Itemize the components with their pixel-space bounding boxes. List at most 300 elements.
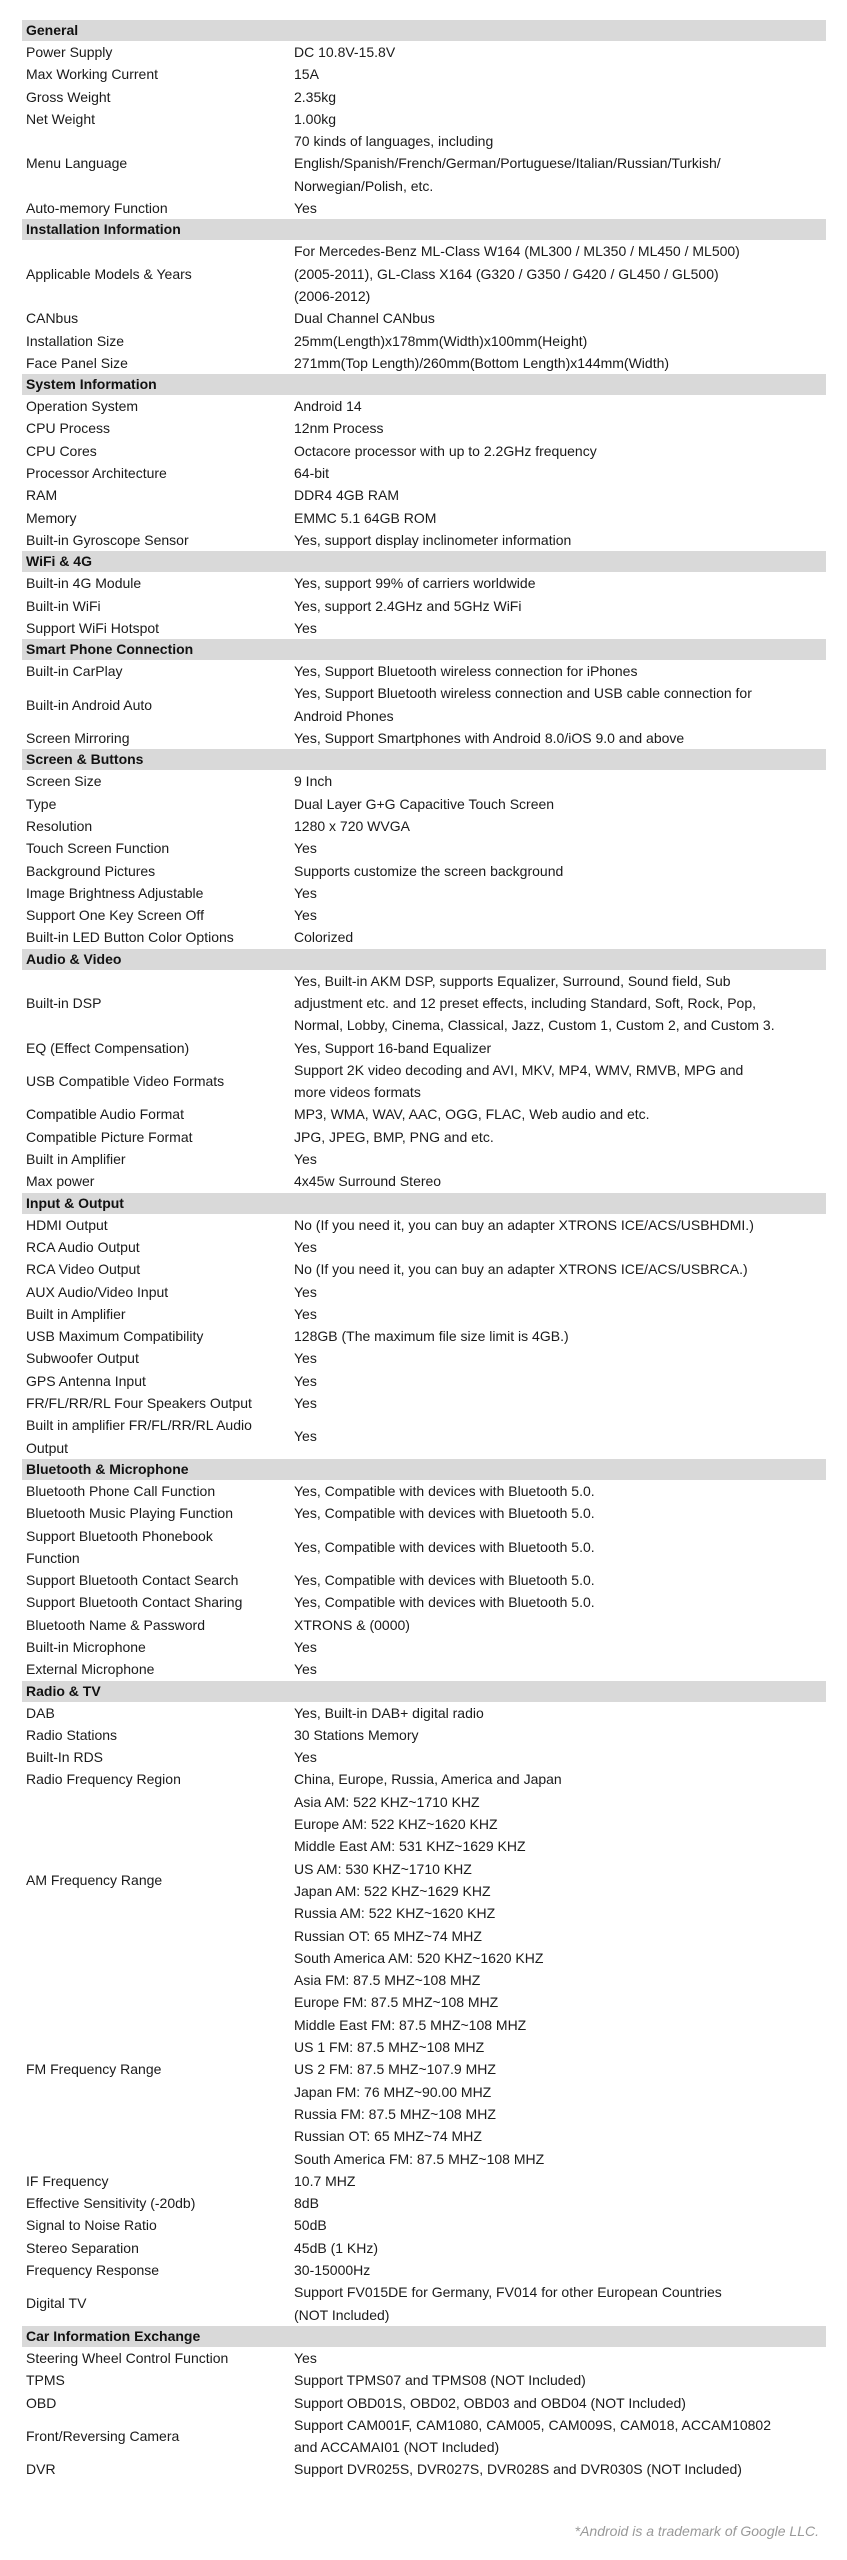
spec-value-line: Yes — [294, 1372, 317, 1389]
section-header: Radio & TV — [22, 1681, 826, 1702]
spec-label — [22, 660, 292, 682]
spec-label — [22, 330, 292, 352]
spec-value — [292, 395, 826, 417]
spec-label-line: Built-in DSP — [26, 994, 102, 1011]
spec-value — [292, 1214, 826, 1236]
spec-row — [22, 462, 826, 484]
spec-value-line: 30 Stations Memory — [294, 1726, 419, 1743]
spec-value — [292, 1170, 826, 1192]
spec-label-line: CPU Cores — [26, 442, 97, 459]
spec-row — [22, 41, 826, 63]
spec-value-line: Yes — [294, 1749, 317, 1766]
spec-row — [22, 837, 826, 859]
spec-value-line: Support OBD01S, OBD02, OBD03 and OBD04 (NOT Included) — [294, 2394, 686, 2411]
section-header: Car Information Exchange — [22, 2326, 826, 2347]
spec-value-line: Yes — [294, 1283, 317, 1300]
spec-value-line: Japan AM: 522 KHZ~1629 KHZ — [294, 1882, 491, 1899]
spec-label-line: Applicable Models & Years — [26, 265, 192, 282]
spec-label-line: Operation System — [26, 398, 139, 415]
spec-label — [22, 1370, 292, 1392]
spec-label — [22, 2214, 292, 2236]
spec-label-line: Signal to Noise Ratio — [26, 2217, 157, 2234]
spec-label — [22, 1126, 292, 1148]
spec-value-line: South America AM: 520 KHZ~1620 KHZ — [294, 1949, 544, 1966]
spec-value-line: 8dB — [294, 2195, 319, 2212]
spec-label — [22, 2347, 292, 2369]
spec-value-line: 271mm(Top Length)/260mm(Bottom Length)x144mm(Width) — [294, 354, 670, 371]
spec-row — [22, 395, 826, 417]
spec-value — [292, 240, 826, 307]
spec-value — [292, 86, 826, 108]
spec-label-line: Radio Frequency Region — [26, 1771, 181, 1788]
spec-label-line: Type — [26, 795, 57, 812]
spec-label-line: Background Pictures — [26, 862, 156, 879]
spec-value — [292, 1258, 826, 1280]
spec-row — [22, 2458, 826, 2480]
spec-value-line: Middle East AM: 531 KHZ~1629 KHZ — [294, 1838, 526, 1855]
spec-row — [22, 1037, 826, 1059]
spec-label — [22, 41, 292, 63]
spec-label-line: Built-in 4G Module — [26, 575, 142, 592]
spec-label — [22, 108, 292, 130]
spec-value-line: and ACCAMAI01 (NOT Included) — [294, 2439, 500, 2456]
spec-label — [22, 770, 292, 792]
spec-row — [22, 2281, 826, 2326]
spec-value-line: 4x45w Surround Stereo — [294, 1173, 442, 1190]
spec-value-line: Support TPMS07 and TPMS08 (NOT Included) — [294, 2372, 586, 2389]
spec-value-line: (2006-2012) — [294, 287, 371, 304]
spec-label-line: Digital TV — [26, 2295, 87, 2312]
spec-value — [292, 1724, 826, 1746]
spec-value-line: US 1 FM: 87.5 MHZ~108 MHZ — [294, 2039, 485, 2056]
spec-value-line: Yes, Compatible with devices with Bluetooth 5.0. — [294, 1505, 595, 1522]
spec-row — [22, 2347, 826, 2369]
spec-value-line: English/Spanish/French/German/Portuguese/Italian/Russian/Turkish/ — [294, 155, 721, 172]
spec-value — [292, 793, 826, 815]
spec-value-line: Yes — [294, 1661, 317, 1678]
spec-value-line: US AM: 530 KHZ~1710 KHZ — [294, 1860, 472, 1877]
spec-value-line: 1280 x 720 WVGA — [294, 817, 410, 834]
spec-value-line: Yes, Compatible with devices with Bluetooth 5.0. — [294, 1572, 595, 1589]
spec-value — [292, 1236, 826, 1258]
spec-row — [22, 1370, 826, 1392]
spec-value — [292, 1303, 826, 1325]
spec-row — [22, 904, 826, 926]
spec-label — [22, 837, 292, 859]
spec-label — [22, 1214, 292, 1236]
spec-row — [22, 1303, 826, 1325]
spec-label-line: IF Frequency — [26, 2172, 109, 2189]
spec-label-line: Support One Key Screen Off — [26, 907, 204, 924]
spec-row — [22, 1258, 826, 1280]
spec-label-line: AM Frequency Range — [26, 1871, 163, 1888]
spec-value-line: adjustment etc. and 12 preset effects, including Standard, Soft, Rock, Pop, — [294, 994, 757, 1011]
spec-table — [22, 20, 826, 2481]
spec-value-line: Yes — [294, 884, 317, 901]
spec-row — [22, 1148, 826, 1170]
spec-value — [292, 1591, 826, 1613]
spec-label — [22, 926, 292, 948]
spec-label — [22, 727, 292, 749]
spec-row — [22, 1768, 826, 1790]
spec-value-line: Yes — [294, 1639, 317, 1655]
spec-label — [22, 529, 292, 551]
spec-label — [22, 617, 292, 639]
spec-row — [22, 1325, 826, 1347]
spec-value-line: Russia AM: 522 KHZ~1620 KHZ — [294, 1905, 496, 1922]
spec-value — [292, 860, 826, 882]
spec-value — [292, 507, 826, 529]
spec-value — [292, 197, 826, 219]
spec-row — [22, 860, 826, 882]
spec-value-line: Yes — [294, 1350, 317, 1367]
spec-row — [22, 86, 826, 108]
spec-row — [22, 1281, 826, 1303]
section-header: Bluetooth & Microphone — [22, 1459, 826, 1480]
spec-row — [22, 108, 826, 130]
spec-label — [22, 1170, 292, 1192]
spec-label — [22, 694, 292, 716]
spec-row — [22, 2414, 826, 2459]
spec-row — [22, 507, 826, 529]
spec-label — [22, 197, 292, 219]
spec-label-line: Installation Size — [26, 332, 125, 349]
spec-label — [22, 992, 292, 1014]
spec-label — [22, 904, 292, 926]
spec-label-line: RCA Audio Output — [26, 1238, 140, 1255]
spec-label — [22, 1392, 292, 1414]
spec-label — [22, 1347, 292, 1369]
spec-value — [292, 815, 826, 837]
spec-value — [292, 970, 826, 1037]
spec-label-line: Compatible Picture Format — [26, 1128, 193, 1145]
spec-value-line: 15A — [294, 66, 319, 83]
spec-value-line: Russian OT: 65 MHZ~74 MHZ — [294, 2128, 482, 2145]
spec-row — [22, 2369, 826, 2391]
spec-value — [292, 595, 826, 617]
spec-label-line: CPU Process — [26, 420, 111, 437]
spec-row — [22, 1614, 826, 1636]
spec-label — [22, 462, 292, 484]
spec-value — [292, 108, 826, 130]
spec-label — [22, 2170, 292, 2192]
spec-label — [22, 2292, 292, 2314]
spec-label-line: Support Bluetooth Contact Search — [26, 1572, 239, 1589]
spec-row — [22, 2237, 826, 2259]
spec-value — [292, 904, 826, 926]
spec-row — [22, 130, 826, 197]
spec-row — [22, 727, 826, 749]
spec-value-line: DC 10.8V-15.8V — [294, 44, 396, 60]
spec-label-line: USB Maximum Compatibility — [26, 1328, 204, 1345]
spec-value — [292, 2392, 826, 2414]
spec-value-line: 12nm Process — [294, 420, 384, 437]
spec-label — [22, 1768, 292, 1790]
spec-label-line: Max Working Current — [26, 66, 159, 83]
spec-label — [22, 1303, 292, 1325]
spec-value — [292, 1702, 826, 1724]
spec-label — [22, 1103, 292, 1125]
spec-value-line: Octacore processor with up to 2.2GHz frequency — [294, 442, 597, 459]
spec-value-line: Yes — [294, 200, 317, 217]
spec-value-line: Yes — [294, 1151, 317, 1168]
spec-value-line: Norwegian/Polish, etc. — [294, 177, 434, 194]
spec-row — [22, 1236, 826, 1258]
spec-label — [22, 1148, 292, 1170]
spec-label-line: Built-in LED Button Color Options — [26, 929, 234, 946]
spec-label — [22, 1636, 292, 1658]
spec-value — [292, 2170, 826, 2192]
spec-row — [22, 1414, 826, 1459]
spec-value-line: 25mm(Length)x178mm(Width)x100mm(Height) — [294, 332, 588, 349]
spec-label-line: Built-in Android Auto — [26, 696, 153, 713]
spec-row — [22, 926, 826, 948]
spec-row — [22, 682, 826, 727]
spec-label-line: Max power — [26, 1173, 95, 1190]
spec-value-line: Russia FM: 87.5 MHZ~108 MHZ — [294, 2105, 496, 2122]
spec-row — [22, 1059, 826, 1104]
spec-value-line: South America FM: 87.5 MHZ~108 MHZ — [294, 2150, 545, 2167]
section-header: System Information — [22, 374, 826, 395]
spec-label — [22, 395, 292, 417]
spec-label-line: Gross Weight — [26, 88, 111, 105]
spec-label — [22, 440, 292, 462]
spec-row — [22, 1636, 826, 1658]
spec-label-line: Built-in CarPlay — [26, 663, 123, 680]
spec-value-line: Asia FM: 87.5 MHZ~108 MHZ — [294, 1972, 481, 1989]
spec-value-line: (NOT Included) — [294, 2306, 390, 2323]
section-header: WiFi & 4G — [22, 551, 826, 572]
spec-value — [292, 682, 826, 727]
spec-label — [22, 1414, 292, 1459]
spec-row — [22, 1724, 826, 1746]
spec-row — [22, 1214, 826, 1236]
spec-value-line: Europe AM: 522 KHZ~1620 KHZ — [294, 1816, 498, 1833]
spec-value — [292, 2414, 826, 2459]
spec-row — [22, 1591, 826, 1613]
spec-value — [292, 2237, 826, 2259]
spec-value-line: Yes, Built-in DAB+ digital radio — [294, 1704, 484, 1721]
spec-row — [22, 2170, 826, 2192]
spec-label-line: USB Compatible Video Formats — [26, 1073, 225, 1090]
spec-row — [22, 970, 826, 1037]
spec-value-line: Yes, Support Smartphones with Android 8.0/iOS 9.0 and above — [294, 730, 685, 747]
spec-value — [292, 2347, 826, 2369]
spec-label-line: Bluetooth Name & Password — [26, 1616, 205, 1633]
spec-label-line: Built in Amplifier — [26, 1305, 126, 1322]
spec-value — [292, 1325, 826, 1347]
spec-row — [22, 484, 826, 506]
spec-row — [22, 1969, 826, 2170]
spec-label — [22, 1869, 292, 1891]
spec-label — [22, 2392, 292, 2414]
spec-value — [292, 1392, 826, 1414]
spec-value — [292, 572, 826, 594]
spec-value-line: Yes, support display inclinometer information — [294, 531, 572, 548]
spec-value-line: Yes, Compatible with devices with Bluetooth 5.0. — [294, 1482, 595, 1499]
section-header: General — [22, 20, 826, 41]
spec-label — [22, 1480, 292, 1502]
spec-value-line: Yes — [294, 840, 317, 857]
spec-row — [22, 440, 826, 462]
spec-label — [22, 1702, 292, 1724]
spec-value — [292, 462, 826, 484]
spec-row — [22, 240, 826, 307]
spec-value-line: 10.7 MHZ — [294, 2172, 356, 2189]
spec-value-line: Russian OT: 65 MHZ~74 MHZ — [294, 1927, 482, 1944]
spec-value-line: 128GB (The maximum file size limit is 4GB.) — [294, 1328, 569, 1345]
spec-value — [292, 1658, 826, 1680]
spec-value — [292, 882, 826, 904]
spec-row — [22, 1480, 826, 1502]
spec-value-line: Yes, Support Bluetooth wireless connection and USB cable connection for — [294, 685, 752, 702]
spec-value — [292, 2214, 826, 2236]
spec-label — [22, 1724, 292, 1746]
spec-value — [292, 1103, 826, 1125]
spec-label-line: Resolution — [26, 817, 93, 834]
trademark-footnote: *Android is a trademark of Google LLC. — [574, 2523, 819, 2539]
spec-row — [22, 572, 826, 594]
spec-value-line: Yes, Support 16-band Equalizer — [294, 1039, 492, 1056]
spec-row — [22, 1126, 826, 1148]
spec-label-line: Image Brightness Adjustable — [26, 884, 204, 901]
spec-label-line: External Microphone — [26, 1661, 155, 1678]
spec-label — [22, 1281, 292, 1303]
spec-value-line: Supports customize the screen background — [294, 862, 564, 879]
spec-value-line: Yes, Support Bluetooth wireless connection for iPhones — [294, 663, 638, 680]
spec-label — [22, 2192, 292, 2214]
spec-value — [292, 1746, 826, 1768]
spec-value — [292, 440, 826, 462]
spec-row — [22, 307, 826, 329]
spec-label-line: Support Bluetooth Phonebook — [26, 1527, 213, 1544]
spec-label-line: Touch Screen Function — [26, 840, 170, 857]
spec-label-line: Output — [26, 1439, 69, 1456]
spec-label-line: Radio Stations — [26, 1726, 118, 1743]
spec-value — [292, 1347, 826, 1369]
spec-value — [292, 529, 826, 551]
spec-value — [292, 1536, 826, 1558]
spec-value-line: China, Europe, Russia, America and Japan — [294, 1771, 562, 1788]
section-header: Audio & Video — [22, 949, 826, 970]
spec-label — [22, 860, 292, 882]
spec-label — [22, 2237, 292, 2259]
spec-value-line: 2.35kg — [294, 88, 337, 105]
spec-label — [22, 352, 292, 374]
spec-value-line: Yes — [294, 1238, 317, 1255]
spec-value-line: No (If you need it, you can buy an adapter XTRONS ICE/ACS/USBHDMI.) — [294, 1216, 754, 1233]
spec-value-line: Yes — [294, 1395, 317, 1412]
spec-value-line: Support CAM001F, CAM1080, CAM005, CAM009S, CAM018, ACCAM10802 — [294, 2416, 772, 2433]
section-header: Smart Phone Connection — [22, 639, 826, 660]
spec-label — [22, 484, 292, 506]
spec-value — [292, 307, 826, 329]
spec-label — [22, 572, 292, 594]
spec-value-line: Support 2K video decoding and AVI, MKV, MP4, WMV, RMVB, MPG and — [294, 1061, 744, 1078]
spec-label — [22, 1037, 292, 1059]
spec-value — [292, 1569, 826, 1591]
spec-value — [292, 1791, 826, 1969]
spec-value-line: Yes, support 2.4GHz and 5GHz WiFi — [294, 597, 522, 614]
spec-value-line: Colorized — [294, 929, 354, 946]
spec-label-line: Built-In RDS — [26, 1749, 104, 1766]
spec-label-line: Menu Language — [26, 155, 128, 172]
spec-value-line: Yes, Compatible with devices with Bluetooth 5.0. — [294, 1538, 595, 1555]
spec-value — [292, 770, 826, 792]
spec-label — [22, 417, 292, 439]
spec-label-line: CANbus — [26, 310, 79, 327]
spec-row — [22, 1347, 826, 1369]
spec-row — [22, 1103, 826, 1125]
spec-label-line: EQ (Effect Compensation) — [26, 1039, 190, 1056]
spec-row — [22, 660, 826, 682]
spec-value-line: 30-15000Hz — [294, 2262, 371, 2279]
spec-label-line: Function — [26, 1549, 80, 1566]
spec-value-line: Yes — [294, 619, 317, 636]
spec-value-line: Middle East FM: 87.5 MHZ~108 MHZ — [294, 2016, 527, 2033]
spec-row — [22, 352, 826, 374]
spec-value-line: 9 Inch — [294, 773, 333, 790]
spec-label-line: Support Bluetooth Contact Sharing — [26, 1594, 243, 1611]
spec-value — [292, 2458, 826, 2480]
spec-value — [292, 1969, 826, 2170]
spec-value — [292, 837, 826, 859]
spec-label-line: Face Panel Size — [26, 354, 128, 371]
spec-value-line: Yes — [294, 907, 317, 924]
spec-label — [22, 1236, 292, 1258]
spec-row — [22, 2214, 826, 2236]
spec-label-line: RCA Video Output — [26, 1261, 141, 1278]
spec-row — [22, 197, 826, 219]
spec-row — [22, 529, 826, 551]
spec-value-line: No (If you need it, you can buy an adapter XTRONS ICE/ACS/USBRCA.) — [294, 1261, 748, 1278]
spec-row — [22, 1170, 826, 1192]
spec-value-line: Support FV015DE for Germany, FV014 for other European Countries — [294, 2284, 722, 2301]
spec-value-line: Android 14 — [294, 398, 362, 415]
spec-label — [22, 882, 292, 904]
spec-label-line: Subwoofer Output — [26, 1350, 139, 1367]
spec-value-line: US 2 FM: 87.5 MHZ~107.9 MHZ — [294, 2061, 496, 2078]
spec-label-line: Steering Wheel Control Function — [26, 2349, 229, 2366]
spec-value-line: 70 kinds of languages, including — [294, 133, 494, 150]
spec-row — [22, 1791, 826, 1969]
spec-value-line: Yes — [294, 2349, 317, 2366]
spec-row — [22, 63, 826, 85]
spec-label — [22, 507, 292, 529]
spec-value — [292, 484, 826, 506]
spec-row — [22, 417, 826, 439]
spec-value-line: For Mercedes-Benz ML-Class W164 (ML300 / ML350 / ML450 / ML500) — [294, 243, 740, 260]
spec-value — [292, 63, 826, 85]
spec-label-line: FR/FL/RR/RL Four Speakers Output — [26, 1395, 252, 1412]
spec-row — [22, 1392, 826, 1414]
spec-value-line: Dual Channel CANbus — [294, 310, 435, 327]
spec-label-line: Auto-memory Function — [26, 200, 168, 217]
spec-label — [22, 2058, 292, 2080]
spec-label-line: GPS Antenna Input — [26, 1372, 146, 1389]
spec-label-line: Net Weight — [26, 110, 95, 127]
spec-label — [22, 152, 292, 174]
spec-value-line: Dual Layer G+G Capacitive Touch Screen — [294, 795, 555, 812]
spec-label-line: HDMI Output — [26, 1216, 108, 1233]
spec-label-line: Front/Reversing Camera — [26, 2427, 180, 2444]
spec-label-line: Built in Amplifier — [26, 1151, 126, 1168]
spec-row — [22, 330, 826, 352]
spec-value — [292, 352, 826, 374]
spec-value — [292, 1502, 826, 1524]
spec-label-line: Bluetooth Music Playing Function — [26, 1505, 233, 1522]
spec-value-line: Yes — [294, 1428, 317, 1445]
